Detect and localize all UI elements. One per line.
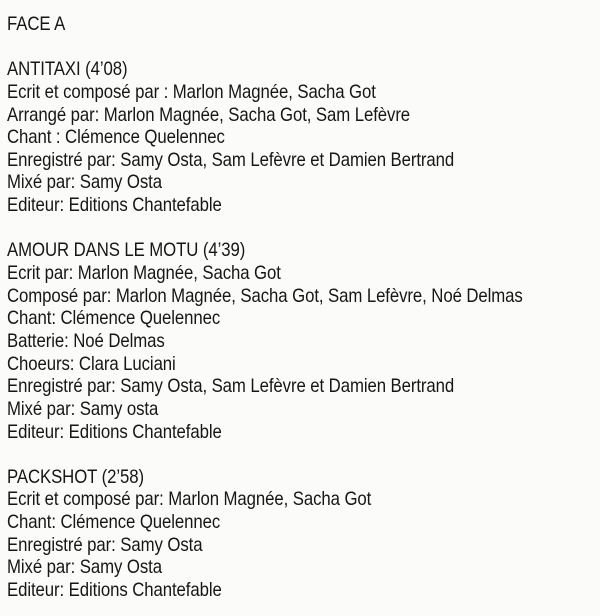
track-block-amour-dans-le-motu [7, 239, 523, 443]
credit-line: Batterie: Noé Delmas [7, 329, 165, 352]
credit-line: Ecrit par: Marlon Magnée, Sacha Got [7, 262, 281, 285]
spacer [7, 443, 523, 466]
credit-line: Chant: Clémence Quelennec [7, 307, 221, 330]
credit-line: Chant: Clémence Quelennec [7, 511, 221, 534]
track-block-antitaxi [7, 58, 523, 216]
credit-line: Editeur: Editions Chantefable [7, 420, 222, 443]
credit-line: Editeur: Editions Chantefable [7, 194, 222, 217]
credit-line: Choeurs: Clara Luciani [7, 352, 176, 375]
track-title: AMOUR DANS LE MOTU (4’39) [7, 239, 246, 262]
spacer [7, 217, 523, 240]
credit-line: Enregistré par: Samy Osta [7, 533, 203, 556]
track-block-packshot [7, 466, 523, 602]
credit-line: Chant : Clémence Quelennec [7, 126, 225, 149]
track-title: PACKSHOT (2’58) [7, 465, 144, 488]
credit-line: Mixé par: Samy Osta [7, 556, 162, 579]
credit-line: Enregistré par: Samy Osta, Sam Lefèvre et Damien Bertrand [7, 375, 455, 398]
credit-line: Ecrit et composé par : Marlon Magnée, Sacha Got [7, 80, 376, 103]
credit-line: Editeur: Editions Chantefable [7, 579, 222, 602]
credit-line: Composé par: Marlon Magnée, Sacha Got, Sam Lefèvre, Noé Delmas [7, 284, 523, 307]
side-label: FACE A [7, 13, 66, 35]
track-title: ANTITAXI (4’08) [7, 58, 128, 81]
credit-line: Mixé par: Samy osta [7, 397, 159, 420]
credit-line: Enregistré par: Samy Osta, Sam Lefèvre et Damien Bertrand [7, 148, 455, 171]
credit-line: Mixé par: Samy Osta [7, 171, 162, 194]
credit-line: Arrangé par: Marlon Magnée, Sacha Got, Sam Lefèvre [7, 103, 411, 126]
spacer [7, 36, 523, 59]
credit-line: Ecrit et composé par: Marlon Magnée, Sacha Got [7, 488, 372, 511]
liner-notes-text [7, 13, 523, 602]
